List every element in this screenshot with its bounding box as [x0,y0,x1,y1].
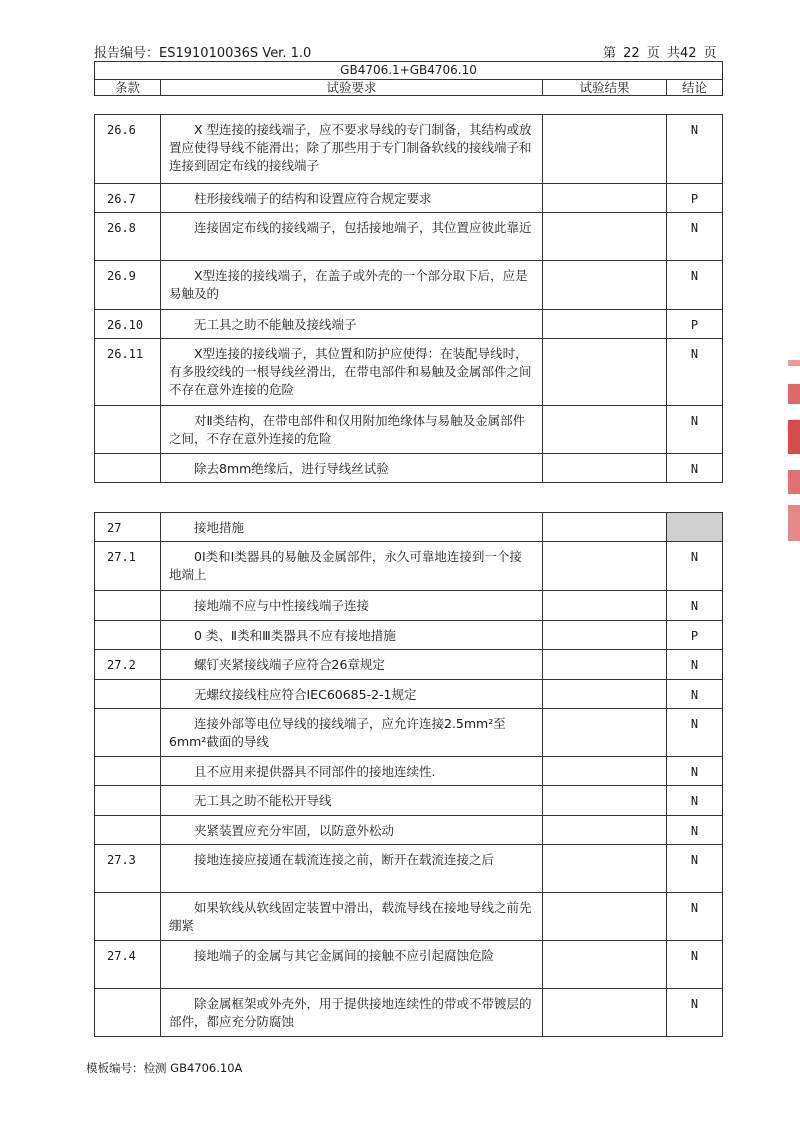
verdict-cell: N [667,406,723,454]
clause-number [95,406,161,454]
result-cell [543,621,667,650]
result-cell [543,454,667,483]
result-cell [543,406,667,454]
requirement-text: 接地端不应与中性接线端子连接 [161,591,543,621]
result-cell [543,650,667,680]
verdict-cell: N [667,757,723,786]
table-row [95,454,723,483]
requirement-text: 除去8mm绝缘后，进行导线丝试验 [161,454,543,483]
verdict-cell: N [667,591,723,621]
requirement-text: 对Ⅱ类结构，在带电部件和仅用附加绝缘体与易触及金属部件之间，不存在意外连接的危险 [161,406,543,454]
table-row [95,115,723,184]
verdict-cell: N [667,650,723,680]
result-cell [543,261,667,310]
table-row [95,184,723,213]
column-clause: 条款 [95,80,161,96]
result-cell [543,542,667,591]
table-row [95,591,723,621]
clause-table-26 [94,114,723,483]
result-cell [543,339,667,406]
clause-number: 27.1 [95,542,161,591]
verdict-cell: N [667,115,723,184]
requirement-text: 无工具之助不能松开导线 [161,786,543,816]
result-cell [543,816,667,845]
table-row [95,621,723,650]
clause-number: 26.11 [95,339,161,406]
clause-number [95,816,161,845]
standard-title: GB4706.1+GB4706.10 [95,62,723,80]
verdict-cell: N [667,893,723,941]
clause-number: 27.3 [95,845,161,893]
table-row [95,941,723,989]
clause-number [95,757,161,786]
requirement-text: X型连接的接线端子，在盖子或外壳的一个部分取下后，应是易触及的 [161,261,543,310]
table-row [95,513,723,542]
result-cell [543,115,667,184]
clause-number [95,709,161,757]
requirement-text: 接地端子的金属与其它金属间的接触不应引起腐蚀危险 [161,941,543,989]
table-row [95,786,723,816]
requirement-text: 除金属框架或外壳外，用于提供接地连续性的带或不带镀层的部件，都应充分防腐蚀 [161,989,543,1037]
verdict-cell: N [667,454,723,483]
clause-number: 27.2 [95,650,161,680]
page-indicator: 第 22 页 共42 页 [603,46,717,61]
requirement-text: 夹紧装置应充分牢固，以防意外松动 [161,816,543,845]
result-cell [543,513,667,542]
result-cell [543,845,667,893]
clause-number [95,786,161,816]
requirement-text: 无螺纹接线柱应符合IEC60685-2-1规定 [161,680,543,709]
verdict-cell: N [667,816,723,845]
clause-number: 26.9 [95,261,161,310]
table-row [95,709,723,757]
result-cell [543,184,667,213]
table-row [95,816,723,845]
verdict-cell: N [667,261,723,310]
clause-number: 26.7 [95,184,161,213]
clause-number [95,893,161,941]
table-row [95,845,723,893]
clause-number [95,454,161,483]
result-cell [543,786,667,816]
template-number: 模板编号：检测 GB4706.10A [86,1061,243,1075]
verdict-cell: N [667,845,723,893]
seal-stamp-mark [788,360,800,366]
clause-number [95,591,161,621]
requirement-text: 如果软线从软线固定装置中滑出，载流导线在接地导线之前先绷紧 [161,893,543,941]
clause-number: 26.6 [95,115,161,184]
requirement-text: 连接外部等电位导线的接线端子，应允许连接2.5mm²至6mm²截面的导线 [161,709,543,757]
verdict-cell: P [667,184,723,213]
verdict-cell: N [667,709,723,757]
requirement-text: 柱形接线端子的结构和设置应符合规定要求 [161,184,543,213]
table-row [95,261,723,310]
seal-stamp-mark [788,505,800,541]
clause-number: 26.8 [95,213,161,261]
requirement-text: 连接固定布线的接线端子，包括接地端子，其位置应彼此靠近 [161,213,543,261]
column-verdict: 结论 [667,80,723,96]
result-cell [543,893,667,941]
verdict-cell: P [667,621,723,650]
report-number: 报告编号：ES191010036S Ver. 1.0 [94,46,312,61]
table-row [95,542,723,591]
table-row [95,406,723,454]
page-current: 22 [623,46,640,61]
result-cell [543,310,667,339]
table-row [95,989,723,1037]
clause-number: 27.4 [95,941,161,989]
requirement-text: X 型连接的接线端子，应不要求导线的专门制备，其结构或放置应使得导线不能滑出；除了那些用于专门制备软线的接线端子和连接到固定布线的接线端子 [161,115,543,184]
result-cell [543,591,667,621]
clause-number [95,680,161,709]
verdict-cell: N [667,786,723,816]
seal-stamp-mark [788,384,800,404]
result-cell [543,989,667,1037]
clause-table-27 [94,512,723,1037]
verdict-cell: N [667,941,723,989]
header-table [94,61,723,96]
verdict-cell: N [667,213,723,261]
verdict-cell: N [667,989,723,1037]
requirement-text: 接地连接应接通在载流连接之前，断开在载流连接之后 [161,845,543,893]
clause-number: 27 [95,513,161,542]
table-row [95,310,723,339]
requirement-text: X型连接的接线端子，其位置和防护应使得：在装配导线时，有多股绞线的一根导线丝滑出，在带电部件和易触及金属部件之间不存在意外连接的危险 [161,339,543,406]
table-row [95,213,723,261]
requirement-text: 无工具之助不能触及接线端子 [161,310,543,339]
seal-stamp-mark [788,420,800,454]
verdict-cell: N [667,339,723,406]
table-row [95,757,723,786]
page-total: 42 [679,46,697,61]
seal-stamp-mark [788,470,800,494]
result-cell [543,941,667,989]
verdict-cell: N [667,680,723,709]
table-row [95,893,723,941]
verdict-cell: N [667,542,723,591]
result-cell [543,709,667,757]
table-row [95,650,723,680]
result-cell [543,680,667,709]
verdict-cell: P [667,310,723,339]
requirement-text: 0 类、Ⅱ类和Ⅲ类器具不应有接地措施 [161,621,543,650]
result-cell [543,757,667,786]
clause-number [95,621,161,650]
table-row [95,339,723,406]
result-cell [543,213,667,261]
requirement-text: 螺钉夹紧接线端子应符合26章规定 [161,650,543,680]
clause-number: 26.10 [95,310,161,339]
clause-number [95,989,161,1037]
requirement-text: 且不应用来提供器具不同部件的接地连续性. [161,757,543,786]
column-result: 试验结果 [543,80,667,96]
verdict-cell-shaded [667,513,723,542]
table-row [95,680,723,709]
column-requirement: 试验要求 [161,80,543,96]
clause-table-26-body [95,115,723,483]
clause-table-27-body [95,513,723,1037]
requirement-text: 0Ⅰ类和Ⅰ类器具的易触及金属部件，永久可靠地连接到一个接地端上 [161,542,543,591]
requirement-text: 接地措施 [161,513,543,542]
